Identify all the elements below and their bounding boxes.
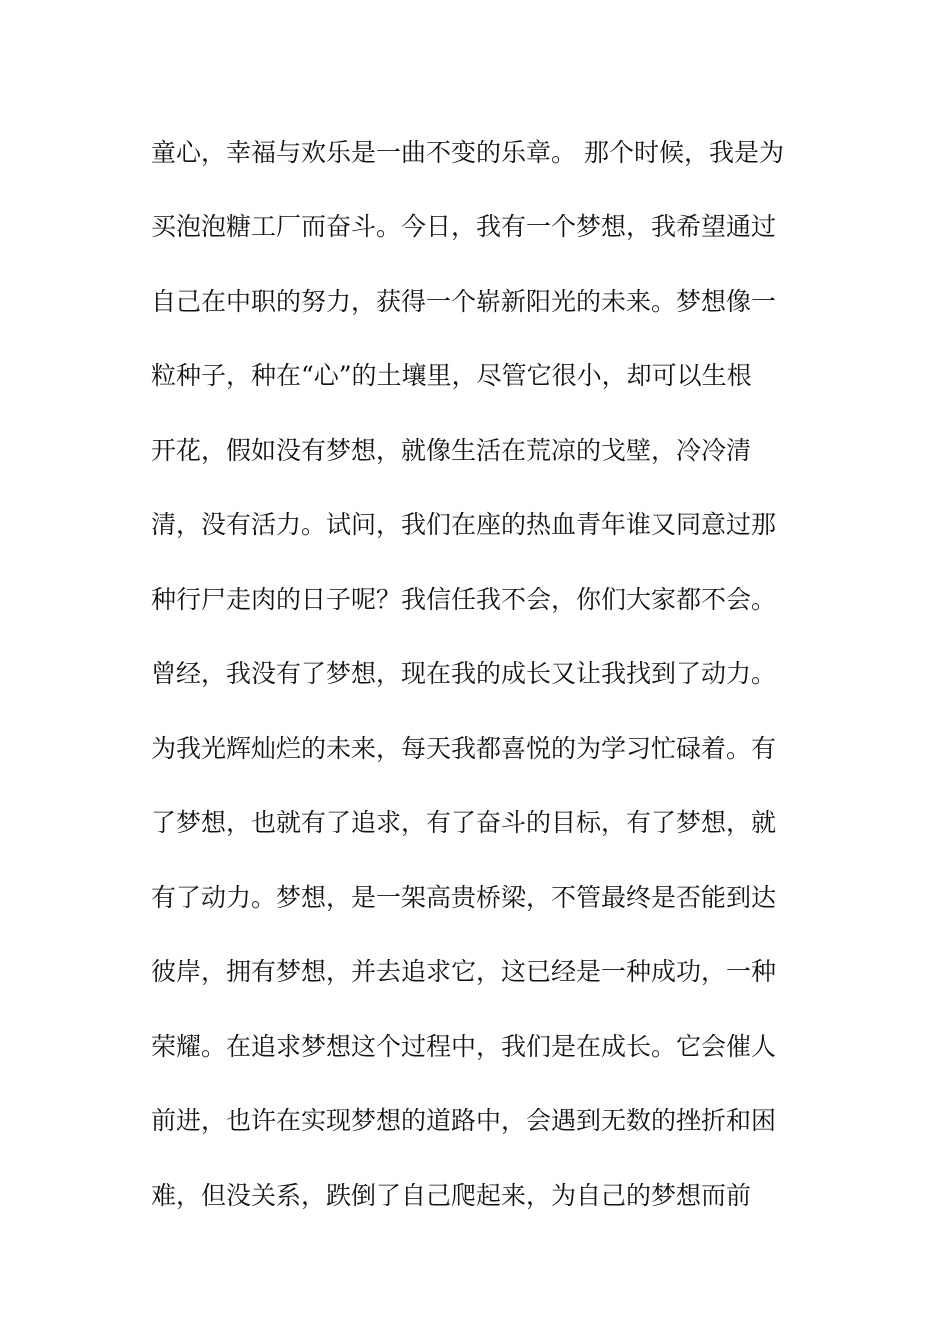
text-line: 为我光辉灿烂的未来，每天我都喜悦的为学习忙碌着。有 [151, 734, 777, 763]
text-line: 彼岸，拥有梦想，并去追求它，这已经是一种成功，一种 [151, 957, 777, 986]
text-line: 了梦想，也就有了追求，有了奋斗的目标，有了梦想，就 [151, 808, 777, 837]
text-line: 种行尸走肉的日子呢？我信任我不会，你们大家都不会。 [151, 585, 777, 614]
text-line: 买泡泡糖工厂而奋斗。今日，我有一个梦想，我希望通过 [151, 212, 777, 241]
text-line: 粒种子，种在“心”的土壤里，尽管它很小，却可以生根 [151, 361, 752, 390]
text-line: 前进，也许在实现梦想的道路中，会遇到无数的挫折和困 [151, 1106, 777, 1135]
text-line: 难，但没关系，跌倒了自己爬起来，为自己的梦想而前 [151, 1181, 752, 1210]
text-line: 有了动力。梦想，是一架高贵桥梁，不管最终是否能到达 [151, 883, 777, 912]
text-line: 童心，幸福与欢乐是一曲不变的乐章。 那个时候，我是为 [151, 138, 784, 167]
text-line: 荣耀。在追求梦想这个过程中，我们是在成长。它会催人 [151, 1032, 777, 1061]
text-line: 曾经，我没有了梦想，现在我的成长又让我找到了动力。 [151, 659, 777, 688]
text-line: 开花，假如没有梦想，就像生活在荒凉的戈壁，冷冷清 [151, 436, 752, 465]
text-line: 自己在中职的努力，获得一个崭新阳光的未来。梦想像一 [151, 287, 777, 316]
text-line: 清，没有活力。试问，我们在座的热血青年谁又同意过那 [151, 510, 777, 539]
